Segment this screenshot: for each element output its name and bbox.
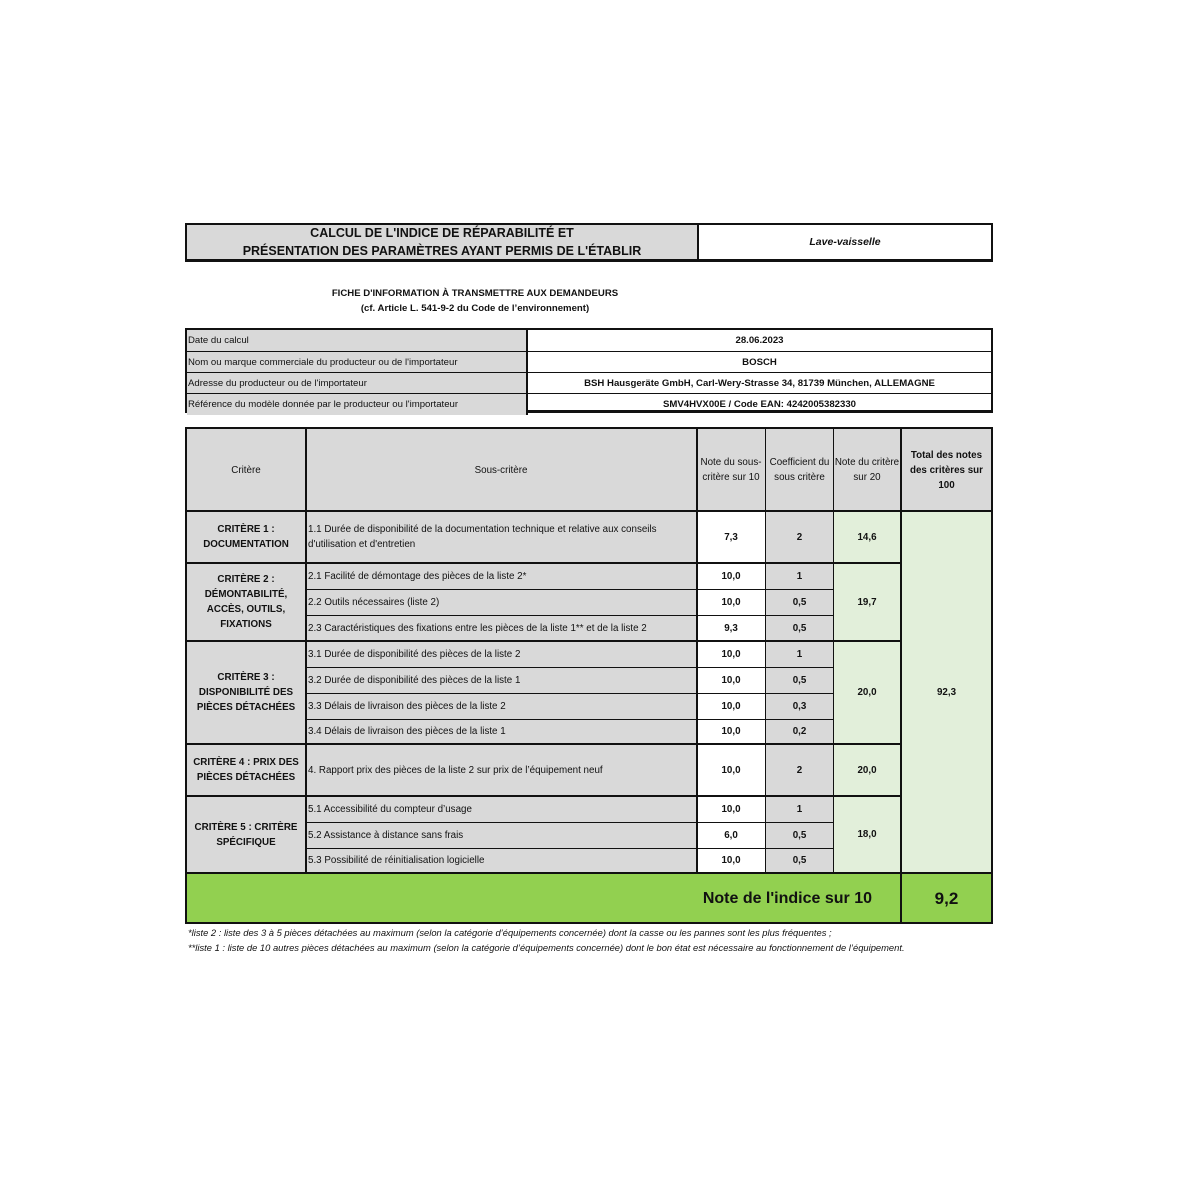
coef-4: 2 [766, 745, 833, 795]
info-row-reference [187, 393, 991, 415]
info-row-date [187, 330, 991, 351]
coef-3-3: 0,3 [766, 694, 833, 719]
criterion-4-note: 20,0 [834, 745, 900, 795]
header-critere: Critère [187, 429, 305, 511]
note-3-2: 10,0 [721, 675, 741, 686]
coef-3-1: 1 [766, 642, 833, 667]
info-value: 28.06.2023 [735, 335, 784, 346]
criterion-2-note: 19,7 [834, 564, 900, 640]
note-3-3: 10,0 [721, 701, 741, 712]
grid-line [306, 693, 833, 694]
grid-line [306, 589, 833, 590]
grid-line [765, 429, 766, 872]
info-value: BSH Hausgeräte GmbH, Carl-Wery-Strasse 34, 81739 München, ALLEMAGNE [584, 378, 935, 389]
note-2-2: 10,0 [721, 597, 741, 608]
criterion-1-note: 14,6 [834, 512, 900, 562]
subcriterion-2-3: 2.3 Caractéristiques des fixations entre les pièces de la liste 1** et de la liste 2 [306, 616, 696, 640]
coef-2-3: 0,5 [766, 616, 833, 640]
criterion-3-note: 20,0 [834, 642, 900, 743]
grid-line [305, 429, 307, 872]
subtitle-line-2: (cf. Article L. 541-9-2 du Code de l’environnement) [360, 303, 590, 314]
note-2-3: 9,3 [724, 622, 738, 634]
footnote-list-2: *liste 2 : liste des 3 à 5 pièces détachées au maximum (selon la catégorie d’équipements concernée) dont la casse ou les pannes sont les plus fréquentes ; [188, 927, 832, 938]
subtitle-line-1: FICHE D'INFORMATION À TRANSMETTRE AUX DEMANDEURS [331, 288, 619, 299]
header-coefficient: Coefficient du sous critère [766, 429, 833, 511]
info-value: SMV4HVX00E / Code EAN: 4242005382330 [662, 399, 857, 410]
criteria-table [185, 427, 993, 924]
subcriterion-3-3: 3.3 Délais de livraison des pièces de la liste 2 [306, 694, 696, 719]
subcriterion-4: 4. Rapport prix des pièces de la liste 2 sur prix de l’équipement neuf [306, 745, 696, 795]
grid-line [187, 743, 900, 745]
note-4: 10,0 [721, 764, 741, 776]
grid-line [187, 562, 900, 564]
subcriterion-3-1: 3.1 Durée de disponibilité des pièces de la liste 2 [306, 642, 696, 667]
criterion-2-label: CRITÈRE 2 : DÉMONTABILITÉ, ACCÈS, OUTILS, FIXATIONS [187, 564, 305, 640]
info-label: Nom ou marque commerciale du producteur ou de l'importateur [187, 352, 528, 373]
grid-line [306, 848, 833, 849]
coef-2-2: 0,5 [766, 590, 833, 615]
grid-line [306, 667, 833, 668]
header-total: Total des notes des critères sur 100 [902, 429, 991, 511]
coef-5-1: 1 [766, 797, 833, 822]
grid-line [187, 872, 991, 874]
info-label: Date du calcul [187, 330, 528, 351]
note-3-1: 10,0 [721, 649, 741, 660]
grid-line [306, 822, 833, 823]
info-label: Adresse du producteur ou de l'importateur [187, 373, 528, 394]
header-sous-critere: Sous-critère [306, 429, 696, 511]
grid-line [187, 795, 900, 797]
grid-line [696, 429, 698, 872]
note-5-2: 6,0 [724, 830, 738, 841]
grid-line [306, 615, 833, 616]
note-1-1: 7,3 [724, 531, 738, 543]
info-row-address [187, 372, 991, 394]
coef-3-4: 0,2 [766, 720, 833, 743]
final-index-value: 9,2 [934, 888, 959, 908]
total-100: 92,3 [902, 512, 991, 872]
note-3-4: 10,0 [721, 726, 741, 737]
title-line-2: PRÉSENTATION DES PARAMÈTRES AYANT PERMIS DE L'ÉTABLIR [242, 244, 642, 258]
coef-1-1: 2 [766, 512, 833, 562]
title-line-1: CALCUL DE L'INDICE DE RÉPARABILITÉ ET [310, 226, 574, 240]
note-2-1: 10,0 [721, 571, 741, 582]
subcriterion-3-4: 3.4 Délais de livraison des pièces de la liste 1 [306, 720, 696, 743]
subcriterion-5-3: 5.3 Possibilité de réinitialisation logicielle [306, 849, 696, 872]
coef-5-3: 0,5 [766, 849, 833, 872]
criterion-5-note: 18,0 [834, 797, 900, 872]
header-note-sous-critere: Note du sous-critère sur 10 [697, 429, 765, 511]
subcriterion-5-2: 5.2 Assistance à distance sans frais [306, 823, 696, 848]
coef-3-2: 0,5 [766, 668, 833, 693]
product-type: Lave-vaisselle [809, 236, 881, 248]
info-row-brand [187, 351, 991, 373]
subcriterion-2-2: 2.2 Outils nécessaires (liste 2) [306, 590, 696, 615]
subtitle [245, 286, 705, 316]
subcriterion-3-2: 3.2 Durée de disponibilité des pièces de la liste 1 [306, 668, 696, 693]
final-index-label: Note de l'indice sur 10 [702, 889, 872, 907]
footnotes [188, 925, 1000, 955]
footnote-list-1: **liste 1 : liste de 10 autres pièces détachées au maximum (selon la catégorie d’équipements concernée) dont le bon état est nécessaire au fonctionnement de l’équipement. [188, 942, 905, 953]
grid-line [306, 719, 833, 720]
criterion-5-label: CRITÈRE 5 : CRITÈRE SPÉCIFIQUE [187, 797, 305, 872]
title-block [185, 223, 993, 262]
info-table [185, 328, 993, 413]
header-note-critere: Note du critère sur 20 [834, 429, 900, 511]
grid-line [900, 429, 902, 922]
coef-2-1: 1 [766, 564, 833, 589]
info-value: BOSCH [742, 357, 777, 368]
criterion-4-label: CRITÈRE 4 : PRIX DES PIÈCES DÉTACHÉES [187, 745, 305, 795]
info-label: Référence du modèle donnée par le producteur ou l'importateur [187, 394, 528, 415]
subcriterion-2-1: 2.1 Facilité de démontage des pièces de la liste 2* [306, 564, 696, 589]
subcriterion-5-1: 5.1 Accessibilité du compteur d’usage [306, 797, 696, 822]
note-5-1: 10,0 [721, 804, 741, 815]
grid-line [187, 640, 900, 642]
criterion-1-label: CRITÈRE 1 : DOCUMENTATION [187, 512, 305, 562]
note-5-3: 10,0 [721, 855, 741, 866]
coef-5-2: 0,5 [766, 823, 833, 848]
criterion-3-label: CRITÈRE 3 : DISPONIBILITÉ DES PIÈCES DÉTACHÉES [187, 642, 305, 743]
grid-line [833, 429, 834, 872]
grid-line [187, 510, 991, 512]
document-title [187, 225, 699, 259]
subcriterion-1-1: 1.1 Durée de disponibilité de la documentation technique et relative aux conseils d'utilisation et d'entretien [306, 512, 696, 562]
